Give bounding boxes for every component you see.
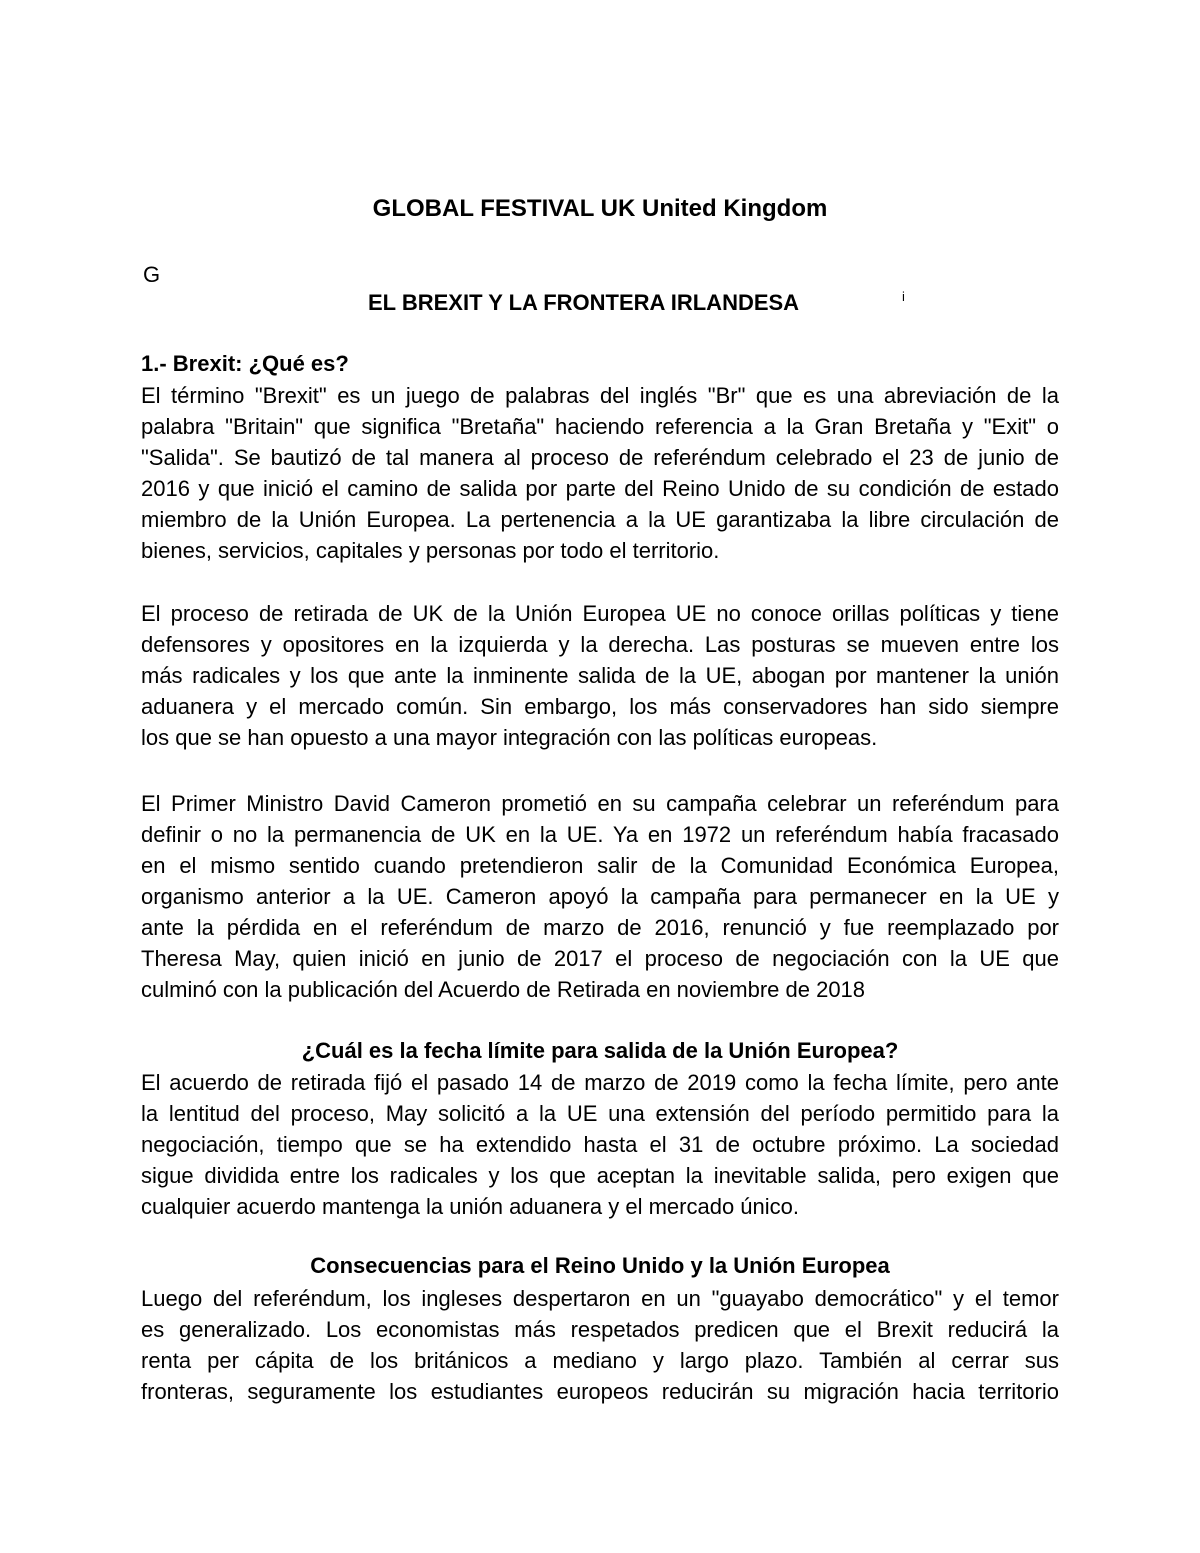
document-subtitle: EL BREXIT Y LA FRONTERA IRLANDESA (368, 290, 800, 315)
paragraph-line: miembro de la Unión Europea. La pertenencia a la UE garantizaba la libre circulación de (141, 507, 1059, 532)
section-heading-deadline: ¿Cuál es la fecha límite para salida de la Unión Europea? (301, 1038, 899, 1063)
paragraph-line: cualquier acuerdo mantenga la unión aduanera y el mercado único. (141, 1194, 799, 1219)
stray-letter-i: i (902, 289, 905, 304)
paragraph-line: 2016 y que inició el camino de salida por parte del Reino Unido de su condición de estado (141, 476, 1059, 501)
paragraph-line: "Salida". Se bautizó de tal manera al proceso de referéndum celebrado el 23 de junio de (141, 445, 1059, 470)
paragraph-line: fronteras, seguramente los estudiantes europeos reducirán su migración hacia territorio (141, 1379, 1059, 1404)
paragraph-line: más radicales y los que ante la inminente salida de la UE, abogan por mantener la unión (141, 663, 1059, 688)
paragraph-line: es generalizado. Los economistas más respetados predicen que el Brexit reducirá la (141, 1317, 1059, 1342)
paragraph-consequences (141, 1283, 1059, 1407)
paragraph-line: El proceso de retirada de UK de la Unión Europea UE no conoce orillas políticas y tiene (141, 601, 1059, 626)
paragraph-line: la lentitud del proceso, May solicitó a la UE una extensión del período permitido para la (141, 1101, 1059, 1126)
paragraph-line: defensores y opositores en la izquierda y la derecha. Las posturas se mueven entre los (141, 632, 1059, 657)
paragraph-line: negociación, tiempo que se ha extendido hasta el 31 de octubre próximo. La sociedad (141, 1132, 1059, 1157)
paragraph-line: Luego del referéndum, los ingleses despertaron en un "guayabo democrático" y el temor (141, 1286, 1059, 1311)
paragraph-withdrawal-process (141, 598, 1059, 753)
paragraph-line: sigue dividida entre los radicales y los que aceptan la inevitable salida, pero exigen que (141, 1163, 1059, 1188)
paragraph-cameron-referendum (141, 788, 1059, 1005)
document-title: GLOBAL FESTIVAL UK United Kingdom (372, 195, 828, 222)
paragraph-line: aduanera y el mercado común. Sin embargo, los más conservadores han sido siempre (141, 694, 1059, 719)
section-heading-brexit: 1.- Brexit: ¿Qué es? (141, 351, 349, 376)
paragraph-line: El Primer Ministro David Cameron prometió en su campaña celebrar un referéndum para (141, 791, 1059, 816)
paragraph-deadline (141, 1067, 1059, 1222)
paragraph-line: ante la pérdida en el referéndum de marzo de 2016, renunció y fue reemplazado por (141, 915, 1059, 940)
paragraph-line: culminó con la publicación del Acuerdo de Retirada en noviembre de 2018 (141, 977, 866, 1002)
paragraph-line: palabra "Britain" que significa "Bretaña" haciendo referencia a la Gran Bretaña y "Exit" o (141, 414, 1059, 439)
section-heading-consequences: Consecuencias para el Reino Unido y la Unión Europea (310, 1253, 890, 1278)
paragraph-line: en el mismo sentido cuando pretendieron salir de la Comunidad Económica Europea, (141, 853, 1059, 878)
paragraph-line: definir o no la permanencia de UK en la UE. Ya en 1972 un referéndum había fracasado (141, 822, 1059, 847)
stray-letter-g: G (143, 262, 161, 287)
paragraph-line: El acuerdo de retirada fijó el pasado 14 de marzo de 2019 como la fecha límite, pero ante (141, 1070, 1059, 1095)
paragraph-line: organismo anterior a la UE. Cameron apoyó la campaña para permanecer en la UE y (141, 884, 1059, 909)
paragraph-line: los que se han opuesto a una mayor integración con las políticas europeas. (141, 725, 878, 750)
paragraph-brexit-definition (141, 380, 1059, 566)
paragraph-line: El término "Brexit" es un juego de palabras del inglés "Br" que es una abreviación de la (141, 383, 1059, 408)
paragraph-line: bienes, servicios, capitales y personas por todo el territorio. (141, 538, 720, 563)
paragraph-line: renta per cápita de los británicos a mediano y largo plazo. También al cerrar sus (141, 1348, 1059, 1373)
paragraph-line: Theresa May, quien inició en junio de 2017 el proceso de negociación con la UE que (141, 946, 1059, 971)
